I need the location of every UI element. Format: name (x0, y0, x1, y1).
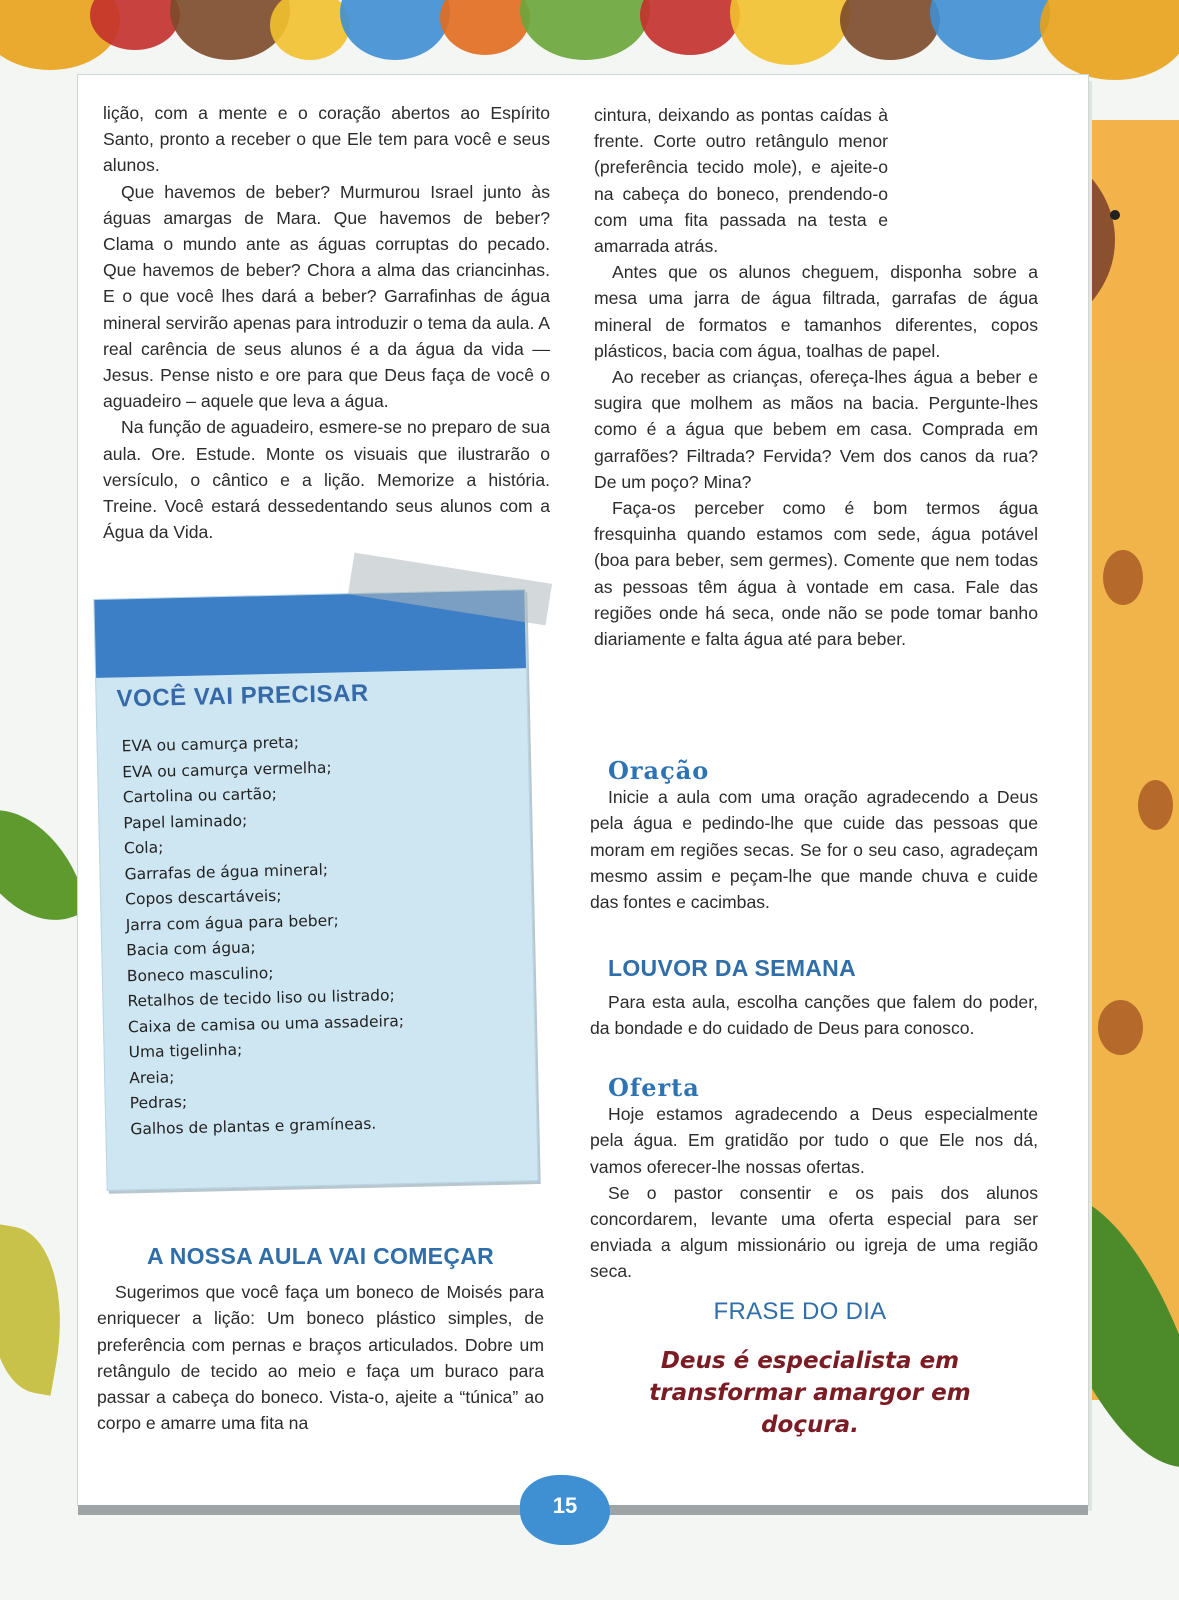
paragraph: Antes que os alunos cheguem, disponha sobre a mesa uma jarra de água filtrada, garrafas de água mineral de formatos e tamanhos diferentes, copos plásticos, bacia com água, toalhas de papel. (594, 262, 1038, 361)
page-number: 15 (552, 1493, 578, 1518)
praise-section (590, 955, 1038, 1042)
right-column-top (594, 102, 1038, 652)
paragraph: lição, com a mente e o coração abertos ao Espírito Santo, pronto a receber o que Ele tem para você e seus alunos. (103, 103, 550, 176)
praise-title: LOUVOR DA SEMANA (608, 955, 857, 981)
paragraph: Que havemos de beber? Murmurou Israel junto às águas amargas de Mara. Que havemos de beber? Clama o mundo ante as águas corruptas do pecado. Que havemos de beber? Chora a alma das criancinhas. E o que você lhes dará a beber? Garrafinhas de água mineral servirão apenas para introduzir o tema da aula. A real carência de seus alunos é a da água da vida — Jesus. Pense nisto e ore para que Deus faça de você o aguadeiro – aquele que leva a água. (103, 181, 550, 412)
prayer-section (590, 758, 1038, 915)
supply-item: Jarra com água para beber; (125, 910, 339, 934)
supply-item: Bacia com água; (126, 938, 256, 960)
supply-item: Caixa de camisa ou uma assadeira; (127, 1011, 405, 1036)
supply-item: Retalhos de tecido liso ou listrado; (127, 986, 395, 1011)
supply-item: Cartolina ou cartão; (122, 784, 278, 807)
lesson-start-title: A NOSSA AULA VAI COMEÇAR (146, 1243, 495, 1269)
paragraph: Faça-os perceber como é bom termos água fresquinha quando estamos com sede, água potável (boa para beber, sem germes). Comente que nem todas as pessoas têm água à vontade em casa. Fale das regiões onde há seca, onde não se pode tomar banho diariamente e falta água até para beber. (594, 498, 1038, 650)
phrase-text: Deus é especialista em transformar amargor em doçura. (649, 1348, 971, 1438)
paragraph: Inicie a aula com uma oração agradecendo a Deus pela água e pedindo-lhe que cuide das pessoas que moram em regiões secas. Se for o seu caso, agradeçam mesmo assim e peçam-lhe que mande chuva e cuide das fontes e cacimbas. (590, 787, 1038, 913)
giraffe-eye-icon (1110, 210, 1120, 220)
paragraph: Hoje estamos agradecendo a Deus especialmente pela água. Em gratidão por tudo o que Ele nos dá, vamos oferecer-lhe nossas ofertas. (590, 1104, 1038, 1177)
paragraph: cintura, deixando as pontas caídas à frente. Corte outro retângulo menor (preferência tecido mole), e ajeite-o na cabeça do boneco, prendendo-o com uma fita passada na testa e amarrada atrás. (594, 105, 888, 257)
offering-section (590, 1075, 1038, 1285)
supply-item: Boneco masculino; (126, 963, 274, 985)
paragraph: Para esta aula, escolha canções que falem do poder, da bondade e do cuidado de Deus para conosco. (590, 992, 1038, 1039)
paragraph: Ao receber as crianças, ofereça-lhes água a beber e sugira que molhem as mãos na bacia. Pergunte-lhes como é a água que bebem em casa. Comprada em garrafões? Filtrada? Fervida? Vem dos canos da rua? De um poço? Mina? (594, 367, 1038, 492)
prayer-title: Oração (608, 756, 710, 785)
lesson-start-section (97, 1243, 544, 1436)
left-column (103, 100, 550, 545)
supply-item: Copos descartáveis; (124, 886, 282, 909)
supply-item: EVA ou camurça preta; (121, 733, 300, 756)
supply-item: Uma tigelinha; (128, 1040, 243, 1062)
supply-item: Galhos de plantas e gramíneas. (130, 1114, 377, 1138)
supply-item: Cola; (123, 838, 164, 858)
supplies-note-card (93, 589, 538, 1191)
supply-item: Pedras; (129, 1092, 188, 1113)
paragraph: Na função de aguadeiro, esmere-se no preparo de sua aula. Ore. Estude. Monte os visuais que ilustrarão o versículo, o cântico e a lição. Memorize a história. Treine. Você estará dessedentando seus alunos com a Água da Vida. (103, 417, 550, 543)
phrase-title: FRASE DO DIA (713, 1298, 887, 1325)
paragraph: Sugerimos que você faça um boneco de Moisés para enriquecer a lição: Um boneco plástico simples, de preferência com pernas e braços articulados. Dobre um retângulo de tecido ao meio e faça um buraco para passar a cabeça do boneco. Vista-o, ajeite a “túnica” ao corpo e amarre uma fita na (97, 1282, 544, 1434)
supply-item: EVA ou camurça vermelha; (122, 758, 332, 781)
supplies-title: VOCÊ VAI PRECISAR (116, 679, 369, 713)
supply-item: Garrafas de água mineral; (124, 860, 329, 883)
supply-item: Areia; (129, 1067, 175, 1087)
supplies-list (121, 728, 406, 1142)
palm-leaf-decoration (0, 1224, 78, 1395)
paragraph: Se o pastor consentir e os pais dos alunos concordarem, levante uma oferta especial para ser enviada a algum missionário ou igreja de uma região seca. (590, 1182, 1038, 1282)
palm-leaf-decoration (0, 789, 90, 942)
supply-item: Papel laminado; (123, 811, 248, 832)
offering-title: Oferta (608, 1073, 700, 1102)
